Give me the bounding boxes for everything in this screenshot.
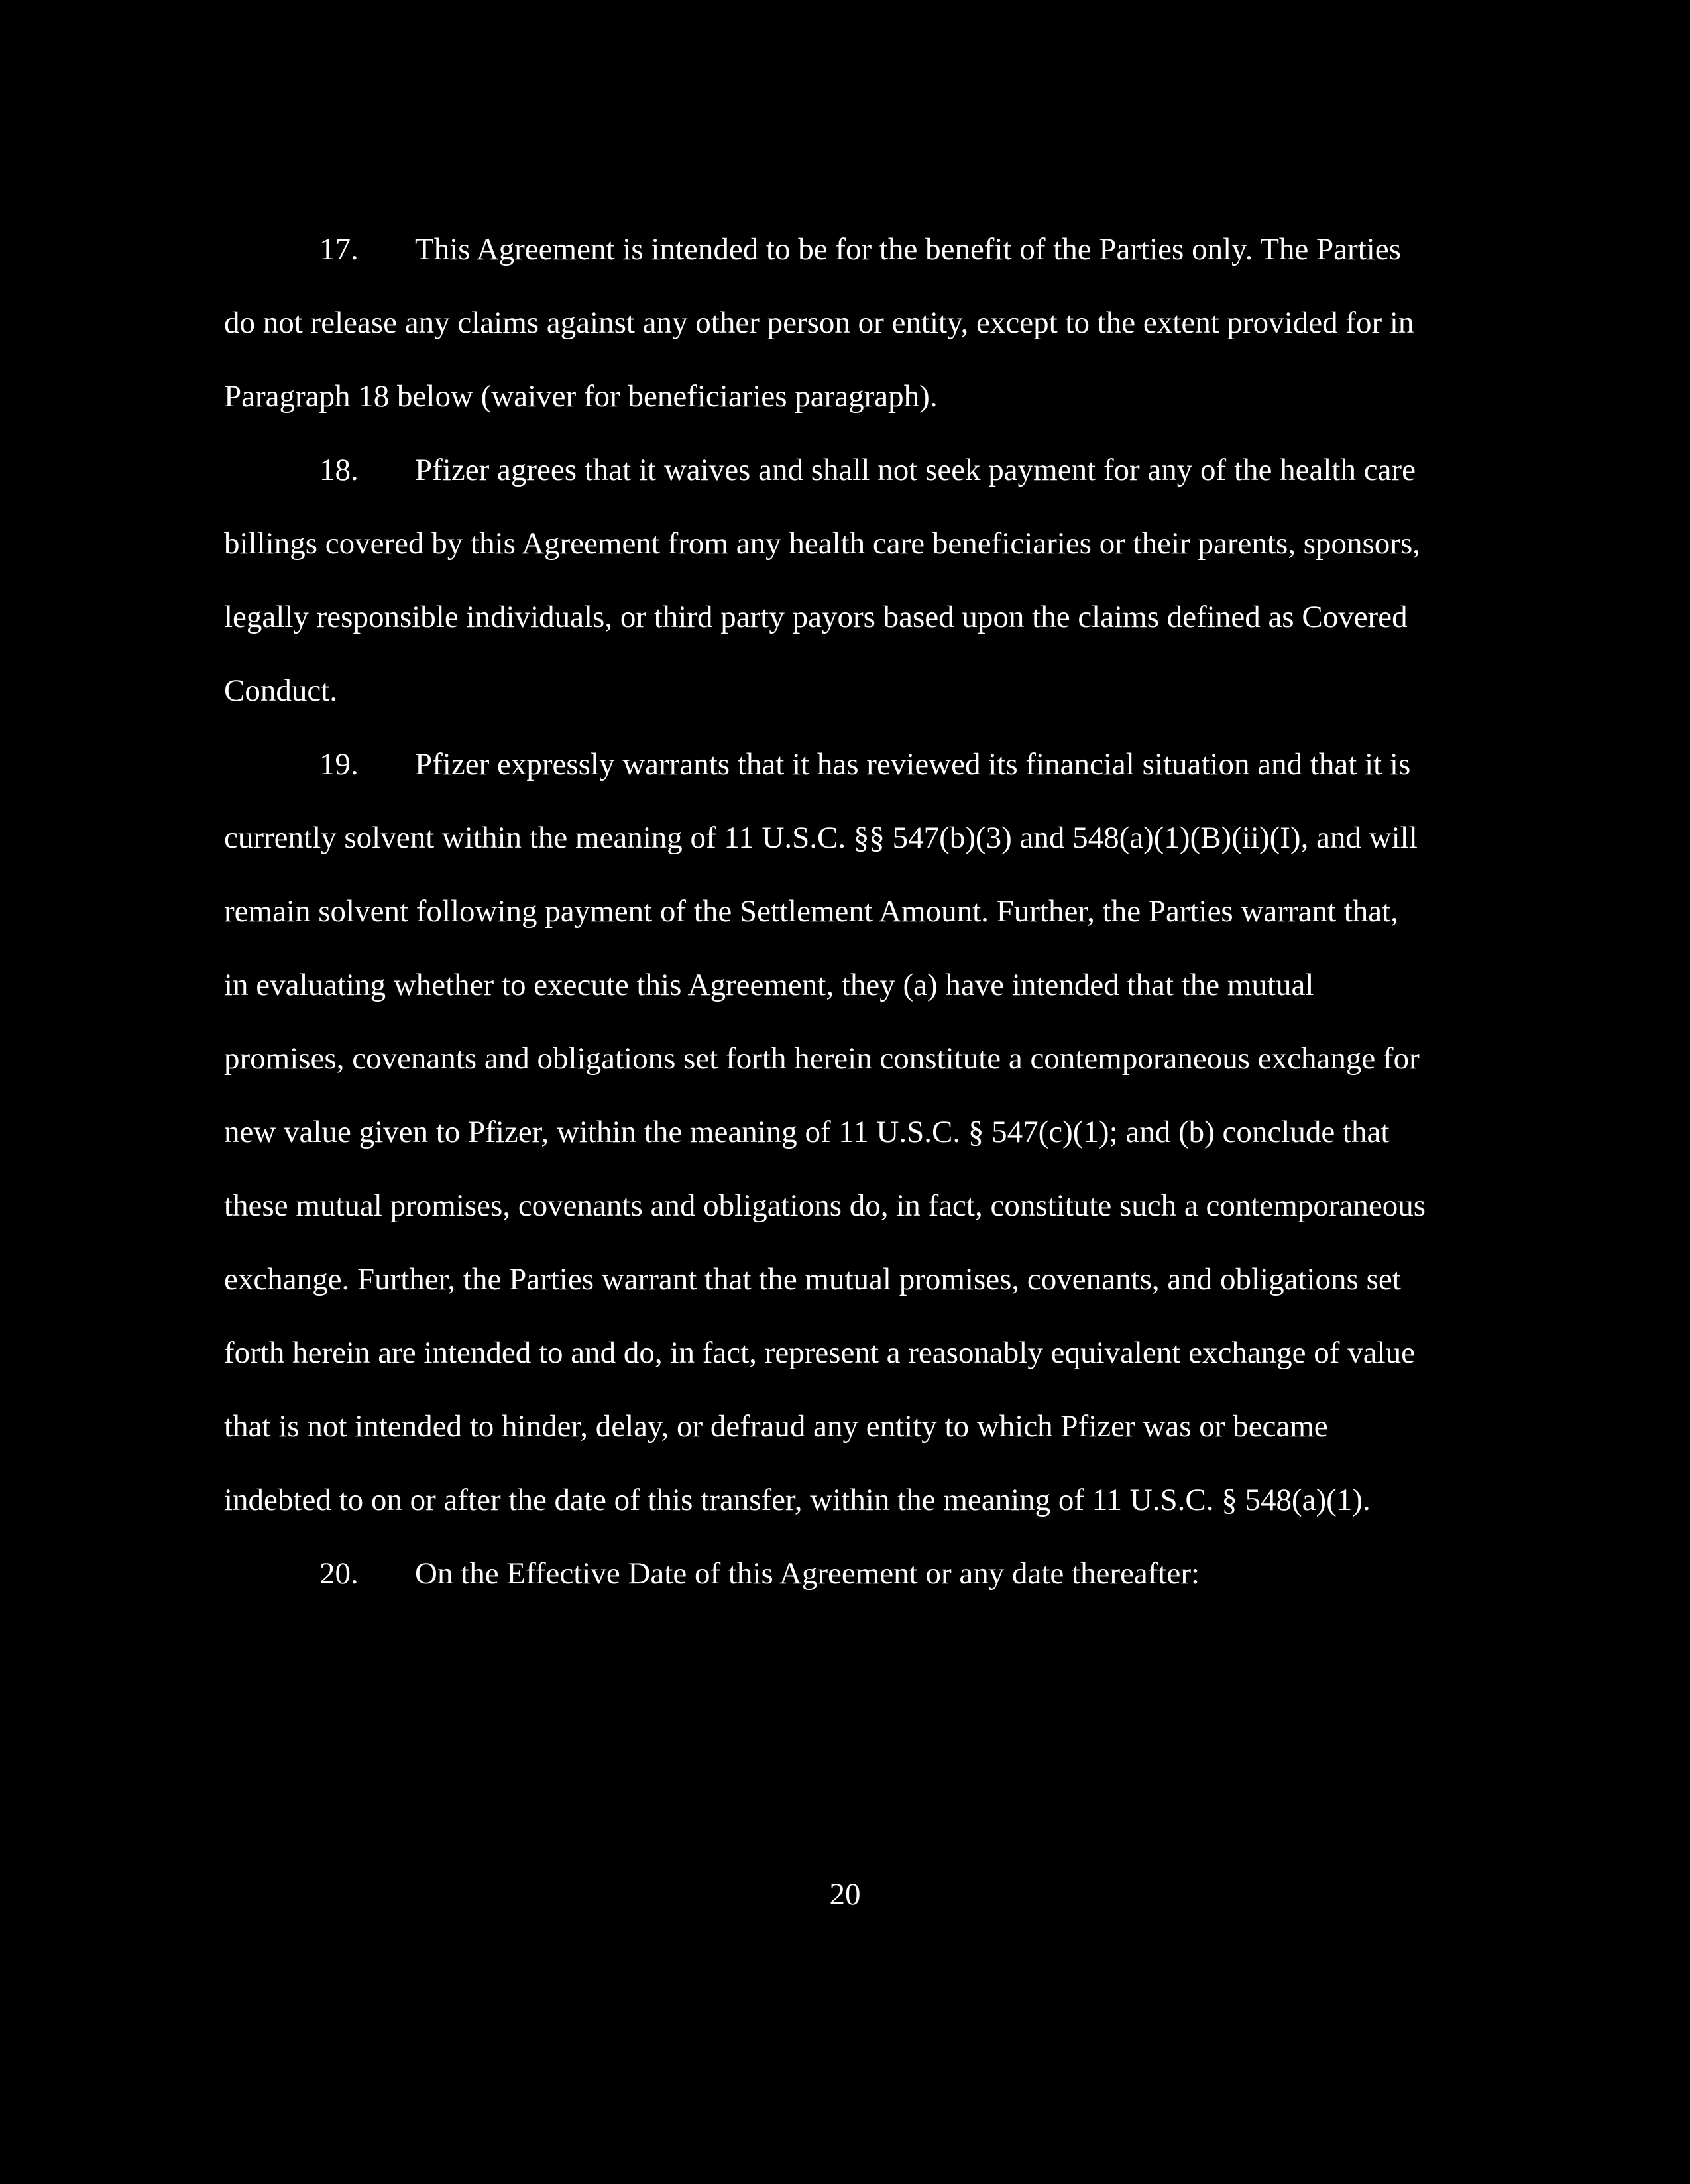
paragraph-number-19: 19. xyxy=(319,747,359,781)
paragraph-18-line-4: Conduct. xyxy=(224,673,338,708)
paragraph-18-line-1: Pfizer agrees that it waives and shall not seek payment for any of the health care xyxy=(415,453,1416,487)
paragraph-17-line-1: This Agreement is intended to be for the benefit of the Parties only. The Parties xyxy=(415,232,1401,266)
page-number: 20 xyxy=(829,1877,861,1912)
paragraph-number-18: 18. xyxy=(319,453,359,487)
paragraph-18-line-2: billings covered by this Agreement from any health care beneficiaries or their parents, sponsors, xyxy=(224,526,1421,561)
paragraph-19-line-7: these mutual promises, covenants and obligations do, in fact, constitute such a contemporaneous xyxy=(224,1188,1426,1223)
paragraph-number-17: 17. xyxy=(319,232,359,266)
paragraph-17-line-3: Paragraph 18 below (waiver for beneficiaries paragraph). xyxy=(224,379,938,414)
paragraph-19-line-2: currently solvent within the meaning of 11 U.S.C. §§ 547(b)(3) and 548(a)(1)(B)(ii)(I), and will xyxy=(224,821,1418,855)
paragraph-19-line-6: new value given to Pfizer, within the meaning of 11 U.S.C. § 547(c)(1); and (b) conclude that xyxy=(224,1115,1390,1149)
paragraph-17-line-2: do not release any claims against any other person or entity, except to the extent provided for in xyxy=(224,306,1414,340)
paragraph-19-line-10: that is not intended to hinder, delay, or defraud any entity to which Pfizer was or became xyxy=(224,1409,1328,1444)
paragraph-19-line-8: exchange. Further, the Parties warrant that the mutual promises, covenants, and obligations set xyxy=(224,1262,1401,1296)
paragraph-19-line-4: in evaluating whether to execute this Agreement, they (a) have intended that the mutual xyxy=(224,968,1314,1002)
paragraph-19-line-3: remain solvent following payment of the Settlement Amount. Further, the Parties warrant that, xyxy=(224,894,1398,929)
paragraph-19-line-11: indebted to on or after the date of this transfer, within the meaning of 11 U.S.C. § 548(a)(1). xyxy=(224,1483,1371,1517)
paragraph-18-line-3: legally responsible individuals, or third party payors based upon the claims defined as Covered xyxy=(224,600,1408,634)
paragraph-20-line-1: On the Effective Date of this Agreement or any date thereafter: xyxy=(415,1556,1200,1591)
paragraph-19-line-9: forth herein are intended to and do, in fact, represent a reasonably equivalent exchange of value xyxy=(224,1336,1415,1370)
paragraph-19-line-5: promises, covenants and obligations set forth herein constitute a contemporaneous exchange for xyxy=(224,1041,1420,1076)
paragraph-number-20: 20. xyxy=(319,1556,359,1591)
paragraph-19-line-1: Pfizer expressly warrants that it has reviewed its financial situation and that it is xyxy=(415,747,1411,781)
